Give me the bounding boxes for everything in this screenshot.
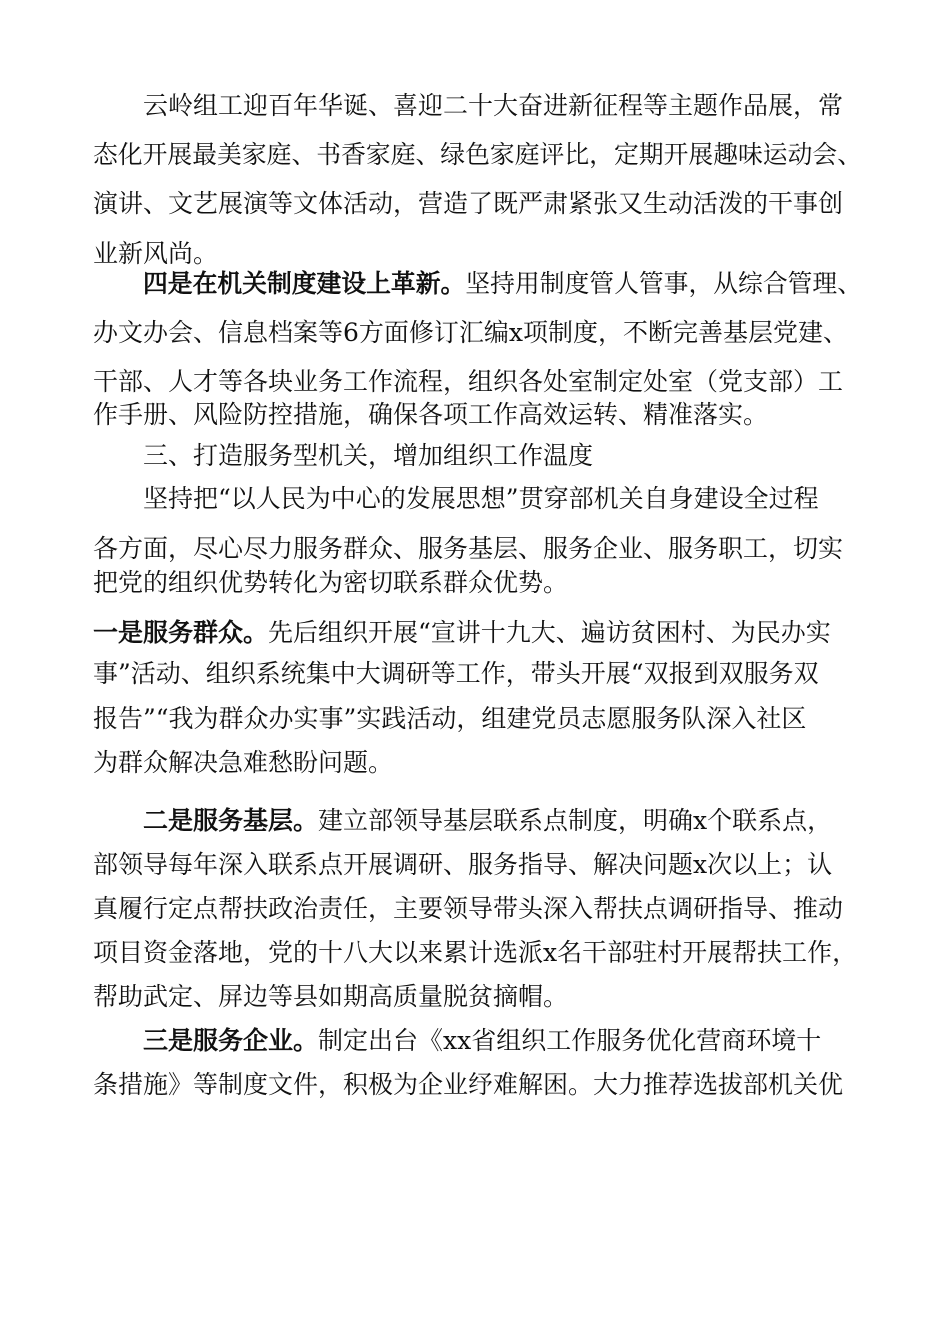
line-text: 干部、人才等各块业务工作流程，组织各处室制定处室（党支部）工 [93, 367, 844, 396]
paragraph-lead: 四是在机关制度建设上革新。 [143, 269, 466, 298]
paragraph-5-line-5 [93, 982, 568, 1012]
paragraph-1-line-2 [93, 140, 862, 170]
heading-text: 三、打造服务型机关，增加组织工作温度 [143, 441, 594, 470]
line-text: 办文办会、信息档案等6方面修订汇编x项制度，不断完善基层党建、 [93, 318, 849, 347]
paragraph-1-line-3 [93, 189, 843, 219]
line-text: 把党的组织优势转化为密切联系群众优势。 [93, 568, 569, 597]
line-text: 事”活动、组织系统集中大调研等工作，带头开展“双报到双服务双 [93, 659, 819, 688]
line-text: 态化开展最美家庭、书香家庭、绿色家庭评比，定期开展趣味运动会、 [93, 140, 863, 169]
line-text: 制定出台《xx省组织工作服务优化营商环境十 [318, 1026, 822, 1055]
line-text: 报告”“我为群众办实事”实践活动，组建党员志愿服务队深入社区 [93, 704, 807, 733]
paragraph-lead: 三是服务企业。 [143, 1026, 319, 1055]
paragraph-2-line-2 [93, 318, 848, 348]
paragraph-3-line-3 [93, 568, 568, 598]
section-heading [143, 441, 593, 471]
line-text: 作手册、风险防控措施，确保各项工作高效运转、精准落实。 [93, 400, 769, 429]
paragraph-4-line-1 [93, 618, 831, 648]
line-text: 业新风尚。 [93, 239, 219, 268]
paragraph-4-line-2 [93, 659, 819, 689]
paragraph-5-line-1 [143, 806, 832, 836]
line-text: 为群众解决急难愁盼问题。 [93, 748, 394, 777]
line-text: 帮助武定、屏边等县如期高质量脱贫摘帽。 [93, 982, 569, 1011]
line-text: 演讲、文艺展演等文体活动，营造了既严肃紧张又生动活泼的干事创 [93, 189, 844, 218]
paragraph-6-line-1 [143, 1026, 821, 1056]
paragraph-5-line-2 [93, 850, 832, 880]
line-text: 真履行定点帮扶政治责任，主要领导带头深入帮扶点调研指导、推动 [93, 894, 844, 923]
paragraph-4-line-3 [93, 704, 806, 734]
paragraph-2-line-3 [93, 367, 843, 397]
line-text: 部领导每年深入联系点开展调研、服务指导、解决问题x次以上；认 [93, 850, 833, 879]
paragraph-5-line-4 [93, 938, 857, 968]
paragraph-5-line-3 [93, 894, 843, 924]
paragraph-4-line-4 [93, 748, 393, 778]
line-text: 先后组织开展“宣讲十九大、遍访贫困村、为民办实 [268, 618, 831, 647]
paragraph-3-line-2 [93, 534, 843, 564]
paragraph-3-line-1 [143, 484, 819, 514]
paragraph-lead: 一是服务群众。 [93, 618, 269, 647]
line-text: 各方面，尽心尽力服务群众、服务基层、服务企业、服务职工，切实 [93, 534, 844, 563]
paragraph-1-line-1 [143, 91, 843, 121]
paragraph-2-line-1 [143, 269, 862, 299]
line-text: 坚持把“以人民为中心的发展思想”贯穿部机关自身建设全过程 [143, 484, 819, 513]
paragraph-lead: 二是服务基层。 [143, 806, 319, 835]
line-text: 条措施》等制度文件，积极为企业纾难解困。大力推荐选拔部机关优 [93, 1070, 844, 1099]
paragraph-6-line-2 [93, 1070, 843, 1100]
line-text: 云岭组工迎百年华诞、喜迎二十大奋进新征程等主题作品展，常 [143, 91, 844, 120]
paragraph-2-line-4 [93, 400, 768, 430]
line-text: 坚持用制度管人管事，从综合管理、 [465, 269, 863, 298]
line-text: 建立部领导基层联系点制度，明确x个联系点， [318, 806, 833, 835]
paragraph-1-line-4 [93, 239, 218, 269]
line-text: 项目资金落地，党的十八大以来累计选派x名干部驻村开展帮扶工作， [93, 938, 858, 967]
